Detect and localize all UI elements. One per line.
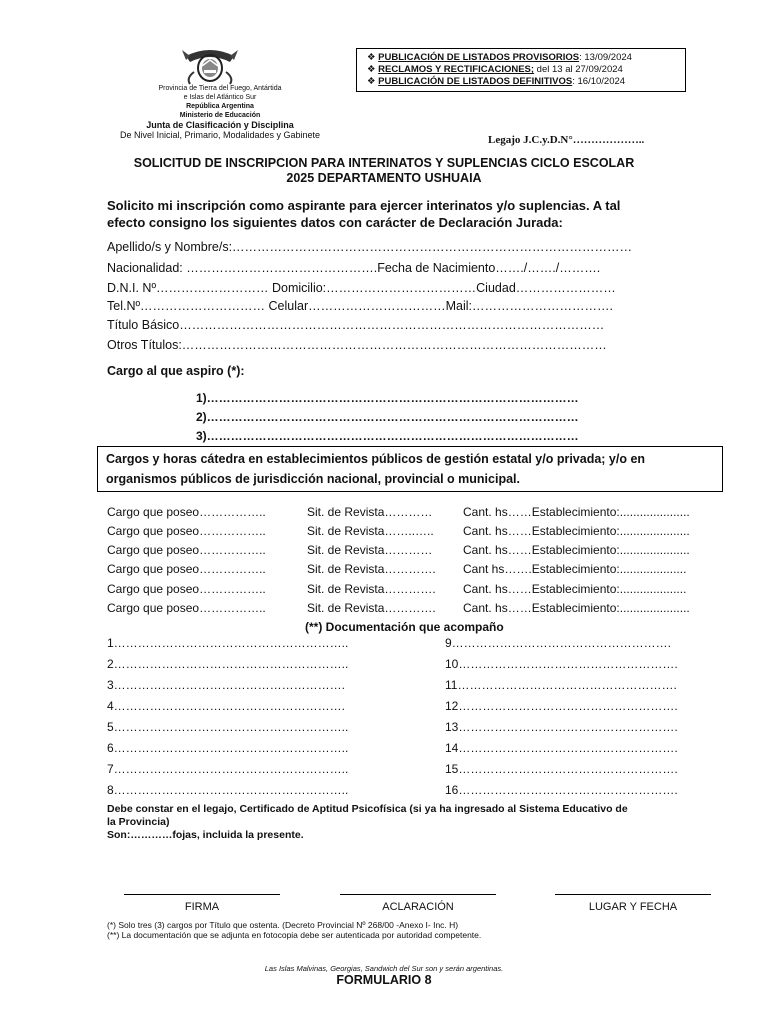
intro-text: Solicito mi inscripción como aspirante para ejercer interinatos y/o suplencias. A tal efecto consigno los siguientes datos con carácter de Declaración Jurada: bbox=[107, 198, 621, 230]
doc-line-13[interactable]: 13………………………………………………. bbox=[445, 720, 678, 734]
doc-line-1[interactable]: 1………………………………………………….. bbox=[107, 636, 349, 650]
republic-name: República Argentina bbox=[186, 103, 254, 110]
doc-line-15[interactable]: 15………………………………………………. bbox=[445, 762, 678, 776]
doc-line-12[interactable]: 12………………………………………………. bbox=[445, 699, 678, 713]
malvinas-statement: Las Islas Malvinas, Georgias, Sandwich del Sur son y serán argentinas. bbox=[264, 964, 504, 973]
nivel-name: De Nivel Inicial, Primario, Modalidades y Gabinete bbox=[119, 130, 321, 140]
publication-dates-box bbox=[356, 48, 686, 92]
footnotes bbox=[107, 920, 481, 940]
lugar-fecha-line[interactable] bbox=[555, 894, 711, 895]
aclaracion-line[interactable] bbox=[340, 894, 496, 895]
provincial-emblem-icon bbox=[180, 42, 240, 86]
aspiro-line-1[interactable]: 1)………………………………………………………………………………… bbox=[196, 391, 579, 405]
cargos-box: Cargos y horas cátedra en establecimientos públicos de gestión estatal y/o privada; y/o en organismos públicos de jurisdicción nacional, provincial o municipal. bbox=[97, 446, 723, 492]
legajo-number: Legajo J.C.y.D.N°……………….. bbox=[488, 134, 645, 146]
firma-line[interactable] bbox=[124, 894, 280, 895]
aclaracion-label: ACLARACIÓN bbox=[382, 901, 454, 913]
islands-name: e Islas del Atlántico Sur bbox=[183, 94, 257, 101]
doc-line-16[interactable]: 16………………………………………………. bbox=[445, 783, 678, 797]
publication-row: ❖ PUBLICACIÓN DE LISTADOS DEFINITIVOS: 16/10/2024 bbox=[367, 76, 626, 87]
lugar-fecha-label: LUGAR Y FECHA bbox=[588, 901, 678, 913]
field-titulo-basico[interactable]: Título Básico………………………………………………………………………………………… bbox=[107, 318, 605, 332]
doc-line-6[interactable]: 6………………………………………………….. bbox=[107, 741, 349, 755]
cargo-aspiro-label: Cargo al que aspiro (*): bbox=[107, 364, 245, 378]
doc-line-14[interactable]: 14………………………………………………. bbox=[445, 741, 678, 755]
institution-header bbox=[100, 84, 340, 140]
doc-line-11[interactable]: 11………………………………………………. bbox=[445, 678, 677, 692]
aspiro-line-3[interactable]: 3)………………………………………………………………………………… bbox=[196, 429, 579, 443]
doc-line-3[interactable]: 3…………………………………………………. bbox=[107, 678, 346, 692]
doc-line-5[interactable]: 5………………………………………………….. bbox=[107, 720, 349, 734]
doc-line-9[interactable]: 9………………………………………………. bbox=[445, 636, 672, 650]
ministry-name: Ministerio de Educación bbox=[179, 112, 261, 119]
field-telefono[interactable]: Tel.Nº………………………… Celular……………………………Mail:……………………………. bbox=[107, 299, 613, 313]
province-name: Provincia de Tierra del Fuego, Antártida bbox=[158, 85, 282, 92]
form-title: SOLICITUD DE INSCRIPCION PARA INTERINATOS Y SUPLENCIAS CICLO ESCOLAR 2025 DEPARTAMENTO USHUAIA bbox=[133, 156, 635, 185]
doc-line-2[interactable]: 2………………………………………………….. bbox=[107, 657, 349, 671]
field-nacionalidad[interactable]: Nacionalidad: ……………………………………….Fecha de Nacimiento……./……./………. bbox=[107, 261, 601, 275]
footnote-2: (**) La documentación que se adjunta en fotocopia debe ser autenticada por autoridad competente. bbox=[107, 930, 482, 940]
doc-line-7[interactable]: 7………………………………………………….. bbox=[107, 762, 349, 776]
field-otros-titulos[interactable]: Otros Títulos:………………………………………………………………………………………… bbox=[107, 338, 607, 352]
field-nombre[interactable]: Apellido/s y Nombre/s:…………………………………………………………………………………… bbox=[107, 240, 633, 254]
aspiro-line-2[interactable]: 2)………………………………………………………………………………… bbox=[196, 410, 579, 424]
publication-row: ❖ RECLAMOS Y RECTIFICACIONES; del 13 al 27/09/2024 bbox=[367, 64, 623, 75]
form-number: FORMULARIO 8 bbox=[336, 973, 432, 987]
junta-name: Junta de Clasificación y Disciplina bbox=[146, 120, 294, 130]
footnote-1: (*) Solo tres (3) cargos por Título que ostenta. (Decreto Provincial Nº 268/00 -Anexo I- Inc. H) bbox=[107, 920, 459, 930]
doc-line-10[interactable]: 10………………………………………………. bbox=[445, 657, 678, 671]
firma-label: FIRMA bbox=[184, 901, 220, 913]
legajo-note: Debe constar en el legajo, Certificado de Aptitud Psicofísica (si ya ha ingresado al Sistema Educativo de la Provincia) Son:…………fojas, incluida la presente. bbox=[107, 803, 628, 841]
doc-line-4[interactable]: 4…………………………………………………. bbox=[107, 699, 346, 713]
field-dni[interactable]: D.N.I. Nº……………………… Domicilio:………………………………Ciudad…………………… bbox=[107, 281, 616, 295]
documentacion-title: (**) Documentación que acompaño bbox=[305, 620, 504, 634]
doc-line-8[interactable]: 8………………………………………………….. bbox=[107, 783, 349, 797]
publication-row: ❖ PUBLICACIÓN DE LISTADOS PROVISORIOS: 13/09/2024 bbox=[367, 52, 632, 63]
